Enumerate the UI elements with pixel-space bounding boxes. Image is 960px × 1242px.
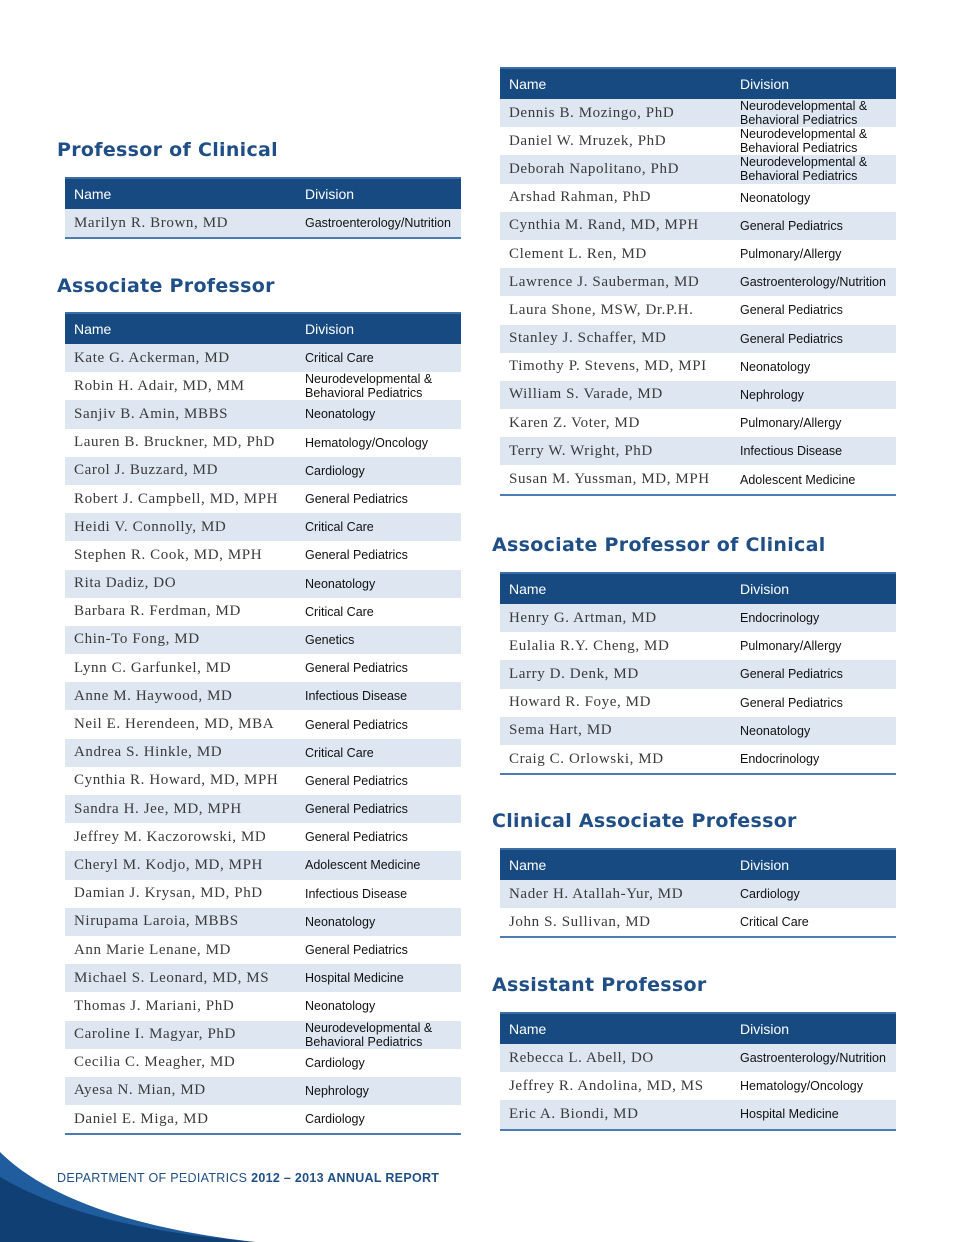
faculty-name: Kate G. Ackerman, MD: [74, 349, 230, 366]
faculty-name: Anne M. Haywood, MD: [74, 687, 233, 704]
faculty-division: Nephrology: [740, 387, 804, 402]
faculty-name: Karen Z. Voter, MD: [509, 414, 640, 431]
table-row: [65, 1021, 461, 1049]
faculty-division: Adolescent Medicine: [740, 472, 856, 487]
table-row: [500, 437, 896, 465]
column-header-name: Name: [74, 186, 112, 202]
faculty-name: Henry G. Artman, MD: [509, 609, 657, 626]
table-row: [65, 1077, 461, 1105]
faculty-division: Endocrinology: [740, 752, 820, 767]
table-row: [65, 344, 461, 372]
table-bottom-rule: [65, 1133, 461, 1135]
table-row: [500, 1044, 896, 1072]
table-row: [65, 654, 461, 682]
table-row: [65, 1049, 461, 1077]
table-row: [500, 268, 896, 296]
table-bottom-rule: [500, 773, 896, 775]
faculty-name: Heidi V. Connolly, MD: [74, 518, 227, 535]
table-row: [65, 682, 461, 710]
faculty-division: Neurodevelopmental & Behavioral Pediatrics: [305, 1020, 433, 1049]
column-header-name: Name: [74, 321, 112, 337]
faculty-division: Hospital Medicine: [305, 971, 404, 986]
table-row: [65, 964, 461, 992]
section-title-associate-professor: Associate Professor: [57, 275, 275, 297]
faculty-name: Damian J. Krysan, MD, PhD: [74, 885, 263, 902]
faculty-name: Sema Hart, MD: [509, 722, 613, 739]
column-header-division: Division: [740, 581, 790, 597]
faculty-division: General Pediatrics: [305, 717, 408, 732]
table-row: [65, 823, 461, 851]
faculty-name: Carol J. Buzzard, MD: [74, 462, 219, 479]
faculty-division: Critical Care: [305, 745, 374, 760]
faculty-name: Robin H. Adair, MD, MM: [74, 377, 245, 394]
faculty-name: John S. Sullivan, MD: [509, 913, 651, 930]
faculty-division: Pulmonary/Allergy: [740, 639, 842, 654]
table-row: [65, 851, 461, 879]
faculty-name: Terry W. Wright, PhD: [509, 442, 653, 459]
table-assistant-professor: [500, 1012, 896, 1131]
table-associate-professor-continued: [500, 67, 896, 496]
faculty-division: Cardiology: [305, 1112, 365, 1127]
table-row: [65, 1105, 461, 1133]
faculty-division: Hematology/Oncology: [305, 435, 428, 450]
faculty-division: Gastroenterology/Nutrition: [740, 275, 886, 290]
section-title-assistant-professor: Assistant Professor: [492, 974, 707, 996]
faculty-division: Hospital Medicine: [740, 1107, 839, 1122]
faculty-division: Neonatology: [305, 407, 376, 422]
faculty-division: General Pediatrics: [740, 667, 843, 682]
faculty-name: Lawrence J. Sauberman, MD: [509, 273, 700, 290]
faculty-name: Arshad Rahman, PhD: [509, 189, 652, 206]
table-row: [500, 660, 896, 688]
table-row: [500, 409, 896, 437]
faculty-division: Cardiology: [305, 1055, 365, 1070]
faculty-name: Daniel W. Mruzek, PhD: [509, 132, 667, 149]
faculty-division: General Pediatrics: [740, 331, 843, 346]
decorative-swoosh: [0, 1152, 260, 1242]
faculty-division: General Pediatrics: [305, 773, 408, 788]
table-row: [65, 429, 461, 457]
faculty-division: Genetics: [305, 632, 355, 647]
faculty-name: Lauren B. Bruckner, MD, PhD: [74, 434, 275, 451]
faculty-name: Timothy P. Stevens, MD, MPI: [509, 358, 707, 375]
table-header: [500, 572, 896, 604]
faculty-division: Nephrology: [305, 1083, 369, 1098]
faculty-name: Michael S. Leonard, MD, MS: [74, 969, 270, 986]
table-row: [65, 936, 461, 964]
faculty-name: Marilyn R. Brown, MD: [74, 214, 229, 231]
table-row: [65, 908, 461, 936]
table-professor-of-clinical: [65, 177, 461, 239]
faculty-division: Critical Care: [305, 520, 374, 535]
table-row: [500, 632, 896, 660]
faculty-division: Hematology/Oncology: [740, 1079, 863, 1094]
table-row: [500, 240, 896, 268]
faculty-name: Stephen R. Cook, MD, MPH: [74, 546, 263, 563]
faculty-division: Gastroenterology/Nutrition: [740, 1051, 886, 1066]
faculty-division: Neurodevelopmental & Behavioral Pediatrics: [740, 127, 868, 156]
table-row: [65, 372, 461, 400]
faculty-name: Neil E. Herendeen, MD, MBA: [74, 716, 275, 733]
footer-year: 2012 – 2013 ANNUAL REPORT: [251, 1171, 440, 1185]
faculty-name: Ann Marie Lenane, MD: [74, 941, 231, 958]
table-row: [500, 465, 896, 493]
table-row: [65, 513, 461, 541]
section-title-professor-of-clinical: Professor of Clinical: [57, 139, 278, 161]
faculty-division: Infectious Disease: [740, 444, 843, 459]
column-header-division: Division: [740, 76, 790, 92]
column-header-division: Division: [740, 857, 790, 873]
faculty-division: Critical Care: [305, 351, 374, 366]
table-row: [65, 400, 461, 428]
column-header-division: Division: [305, 321, 355, 337]
section-title-associate-professor-of-clinical: Associate Professor of Clinical: [492, 534, 826, 556]
table-row: [65, 739, 461, 767]
faculty-division: Neonatology: [305, 914, 376, 929]
faculty-division: General Pediatrics: [305, 492, 408, 507]
faculty-division: General Pediatrics: [305, 943, 408, 958]
faculty-name: Craig C. Orlowski, MD: [509, 750, 664, 767]
faculty-name: Chin-To Fong, MD: [74, 631, 200, 648]
table-bottom-rule: [65, 237, 461, 239]
faculty-division: General Pediatrics: [305, 802, 408, 817]
faculty-division: Neurodevelopmental & Behavioral Pediatrics: [740, 155, 868, 184]
faculty-name: Jeffrey R. Andolina, MD, MS: [509, 1077, 704, 1094]
faculty-division: General Pediatrics: [740, 303, 843, 318]
table-row: [65, 992, 461, 1020]
column-header-name: Name: [509, 1021, 547, 1037]
faculty-division: General Pediatrics: [305, 548, 408, 563]
table-row: [500, 296, 896, 324]
faculty-division: Infectious Disease: [305, 886, 408, 901]
table-row: [65, 767, 461, 795]
table-row: [500, 1072, 896, 1100]
table-row: [500, 745, 896, 773]
faculty-division: Neonatology: [305, 576, 376, 591]
table-row: [500, 1100, 896, 1128]
table-row: [65, 880, 461, 908]
table-row: [65, 209, 461, 237]
table-row: [65, 485, 461, 513]
faculty-name: Andrea S. Hinkle, MD: [74, 744, 223, 761]
faculty-division: Neonatology: [305, 999, 376, 1014]
table-row: [500, 880, 896, 908]
faculty-name: Daniel E. Miga, MD: [74, 1110, 209, 1127]
table-bottom-rule: [500, 936, 896, 938]
faculty-name: Howard R. Foye, MD: [509, 694, 652, 711]
table-bottom-rule: [500, 1129, 896, 1131]
table-row: [500, 325, 896, 353]
faculty-division: Infectious Disease: [305, 689, 408, 704]
table-row: [500, 184, 896, 212]
faculty-name: Nader H. Atallah-Yur, MD: [509, 885, 684, 902]
table-row: [500, 381, 896, 409]
footer-department: DEPARTMENT OF PEDIATRICS: [57, 1171, 252, 1185]
faculty-division: General Pediatrics: [740, 218, 843, 233]
faculty-name: Sanjiv B. Amin, MBBS: [74, 405, 229, 422]
table-associate-professor: [65, 312, 461, 1135]
table-row: [65, 457, 461, 485]
faculty-division: Pulmonary/Allergy: [740, 416, 842, 431]
column-header-division: Division: [740, 1021, 790, 1037]
faculty-name: Robert J. Campbell, MD, MPH: [74, 490, 279, 507]
faculty-name: Stanley J. Schaffer, MD: [509, 330, 667, 347]
faculty-name: Eulalia R.Y. Cheng, MD: [509, 637, 670, 654]
table-row: [65, 598, 461, 626]
column-header-division: Division: [305, 186, 355, 202]
faculty-name: Cecilia C. Meagher, MD: [74, 1054, 236, 1071]
faculty-name: Cynthia M. Rand, MD, MPH: [509, 217, 699, 234]
faculty-name: Deborah Napolitano, PhD: [509, 160, 680, 177]
faculty-division: Adolescent Medicine: [305, 858, 421, 873]
faculty-name: Barbara R. Ferdman, MD: [74, 603, 241, 620]
table-header: [65, 177, 461, 209]
faculty-division: General Pediatrics: [740, 695, 843, 710]
table-header: [500, 67, 896, 99]
faculty-division: Critical Care: [305, 604, 374, 619]
faculty-name: Cheryl M. Kodjo, MD, MPH: [74, 856, 263, 873]
faculty-division: Neurodevelopmental & Behavioral Pediatrics: [305, 372, 433, 401]
faculty-name: Cynthia R. Howard, MD, MPH: [74, 772, 279, 789]
section-title-clinical-associate-professor: Clinical Associate Professor: [492, 810, 797, 832]
faculty-division: Cardiology: [305, 463, 365, 478]
table-bottom-rule: [500, 494, 896, 496]
table-row: [500, 127, 896, 155]
table-row: [65, 795, 461, 823]
faculty-name: Caroline I. Magyar, PhD: [74, 1026, 236, 1043]
faculty-name: Jeffrey M. Kaczorowski, MD: [74, 828, 267, 845]
table-header: [500, 1012, 896, 1044]
faculty-division: Neonatology: [740, 190, 811, 205]
faculty-name: Larry D. Denk, MD: [509, 665, 639, 682]
table-clinical-associate-professor: [500, 848, 896, 938]
column-header-name: Name: [509, 76, 547, 92]
table-row: [500, 908, 896, 936]
faculty-name: William S. Varade, MD: [509, 386, 663, 403]
table-row: [65, 570, 461, 598]
table-associate-professor-of-clinical: [500, 572, 896, 775]
table-row: [65, 626, 461, 654]
faculty-division: General Pediatrics: [305, 830, 408, 845]
column-header-name: Name: [509, 581, 547, 597]
table-row: [500, 212, 896, 240]
table-row: [500, 717, 896, 745]
table-row: [500, 604, 896, 632]
faculty-name: Clement L. Ren, MD: [509, 245, 647, 262]
faculty-division: Neonatology: [740, 359, 811, 374]
faculty-name: Eric A. Biondi, MD: [509, 1105, 639, 1122]
column-header-name: Name: [509, 857, 547, 873]
faculty-name: Rebecca L. Abell, DO: [509, 1049, 654, 1066]
faculty-division: Critical Care: [740, 915, 809, 930]
faculty-name: Dennis B. Mozingo, PhD: [509, 104, 675, 121]
table-row: [65, 541, 461, 569]
faculty-name: Lynn C. Garfunkel, MD: [74, 659, 232, 676]
faculty-name: Ayesa N. Mian, MD: [74, 1082, 206, 1099]
faculty-division: Gastroenterology/Nutrition: [305, 216, 451, 231]
faculty-name: Sandra H. Jee, MD, MPH: [74, 800, 242, 817]
faculty-name: Nirupama Laroia, MBBS: [74, 913, 239, 930]
table-row: [65, 710, 461, 738]
faculty-division: Pulmonary/Allergy: [740, 247, 842, 262]
faculty-division: Endocrinology: [740, 611, 820, 626]
faculty-name: Rita Dadiz, DO: [74, 575, 177, 592]
table-row: [500, 689, 896, 717]
table-row: [500, 353, 896, 381]
faculty-name: Thomas J. Mariani, PhD: [74, 997, 235, 1014]
faculty-division: General Pediatrics: [305, 661, 408, 676]
faculty-division: Neonatology: [740, 723, 811, 738]
faculty-division: Neurodevelopmental & Behavioral Pediatrics: [740, 99, 868, 128]
faculty-name: Susan M. Yussman, MD, MPH: [509, 471, 710, 488]
table-header: [65, 312, 461, 344]
table-row: [500, 99, 896, 127]
faculty-name: Laura Shone, MSW, Dr.P.H.: [509, 301, 694, 318]
table-row: [500, 155, 896, 183]
faculty-division: Cardiology: [740, 887, 800, 902]
table-header: [500, 848, 896, 880]
